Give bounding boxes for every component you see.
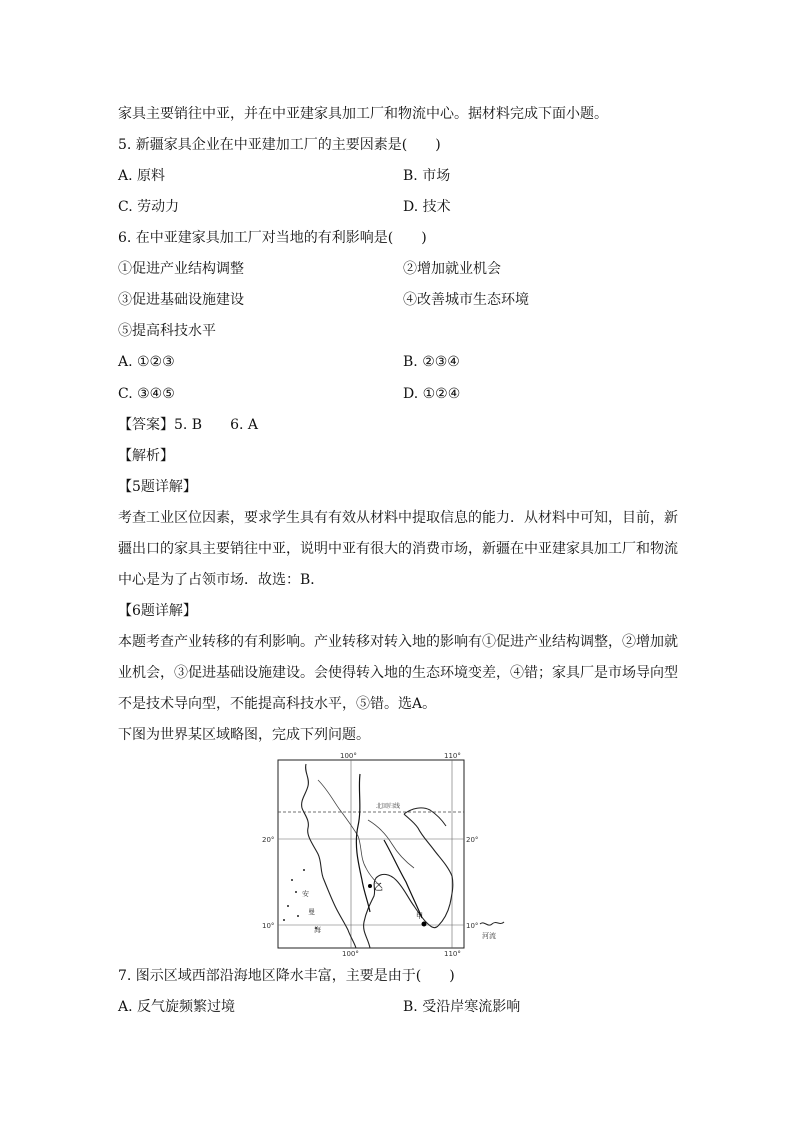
- q5-detail-heading: 【5题详解】: [118, 479, 197, 495]
- material-text-line: 家具主要销往中亚，并在中亚建家具加工厂和物流中心。据材料完成下面小题。: [118, 106, 608, 122]
- answer-line: 【答案】5. B 6. A: [118, 417, 259, 433]
- lon-top-110: 110°: [444, 752, 461, 760]
- point-jia-label: 甲: [416, 912, 423, 920]
- q7-option-a: A. 反气旋频繁过境: [118, 999, 236, 1015]
- tropic-label: 北回归线: [376, 803, 401, 810]
- lon-bottom-100: 100°: [342, 950, 359, 958]
- q6-option-c: C. ③④⑤: [118, 386, 175, 402]
- question-7: 7. 图示区域西部沿海地区降水丰富，主要是由于( ): [118, 968, 455, 984]
- q5-option-a: A. 原料: [118, 168, 166, 184]
- point-yi-label: 乙: [374, 883, 384, 893]
- q6-option-d: D. ①②④: [403, 386, 461, 402]
- legend-river-symbol: [480, 922, 504, 925]
- q6-item-1: ①促进产业结构调整: [118, 261, 244, 277]
- map-frame: [278, 760, 464, 948]
- region-map: [258, 750, 506, 958]
- point-jia-marker: [422, 922, 427, 927]
- q5-detail-text: 考查工业区位因素，要求学生具有有效从材料中提取信息的能力．从材料中可知，目前，新疆出口的家具主要销往中亚，说明中亚有很大的消费市场，新疆在中亚建家具加工厂和物流中心是为了占领市场．故选：B．: [118, 510, 678, 588]
- point-yi-marker: [368, 884, 372, 888]
- q6-detail-text: 本题考查产业转移的有利影响。产业转移对转入地的影响有①促进产业结构调整，②增加就业机会，③促进基础设施建设。会使得转入地的生态环境变差，④错；家具厂是市场导向型不是技术导向型，不能提高科技水平，⑤错。选A。: [118, 634, 678, 712]
- analysis-heading: 【解析】: [118, 448, 174, 464]
- question-6: 6. 在中亚建家具加工厂对当地的有利影响是( ): [118, 230, 427, 246]
- sea-char-2: 曼: [308, 908, 315, 916]
- q6-detail-heading: 【6题详解】: [118, 603, 197, 619]
- q6-item-3: ③促进基础设施建设: [118, 292, 244, 308]
- legend-river-label: 河流: [482, 932, 496, 940]
- q5-option-b: B. 市场: [403, 168, 451, 184]
- sea-char-3: 海: [314, 926, 321, 934]
- q6-item-5: ⑤提高科技水平: [118, 323, 216, 339]
- q5-option-c: C. 劳动力: [118, 199, 180, 215]
- lat-left-10: 10°: [262, 922, 275, 930]
- question-5: 5. 新疆家具企业在中亚建加工厂的主要因素是( ): [118, 137, 441, 153]
- lat-right-20: 20°: [466, 836, 479, 844]
- q6-option-b: B. ②③④: [403, 354, 460, 370]
- q6-option-a: A. ①②③: [118, 354, 175, 370]
- q7-option-b: B. 受沿岸寒流影响: [403, 999, 521, 1015]
- lon-bottom-110: 110°: [444, 950, 461, 958]
- q6-item-4: ④改善城市生态环境: [403, 292, 529, 308]
- map-intro: 下图为世界某区域略图，完成下列问题。: [118, 727, 370, 743]
- lat-right-10: 10°: [466, 922, 479, 930]
- lat-left-20: 20°: [262, 836, 275, 844]
- region-map-svg: [258, 750, 506, 958]
- sea-char-1: 安: [302, 890, 309, 898]
- lon-top-100: 100°: [340, 752, 357, 760]
- q6-item-2: ②增加就业机会: [403, 261, 501, 277]
- q5-option-d: D. 技术: [403, 199, 451, 215]
